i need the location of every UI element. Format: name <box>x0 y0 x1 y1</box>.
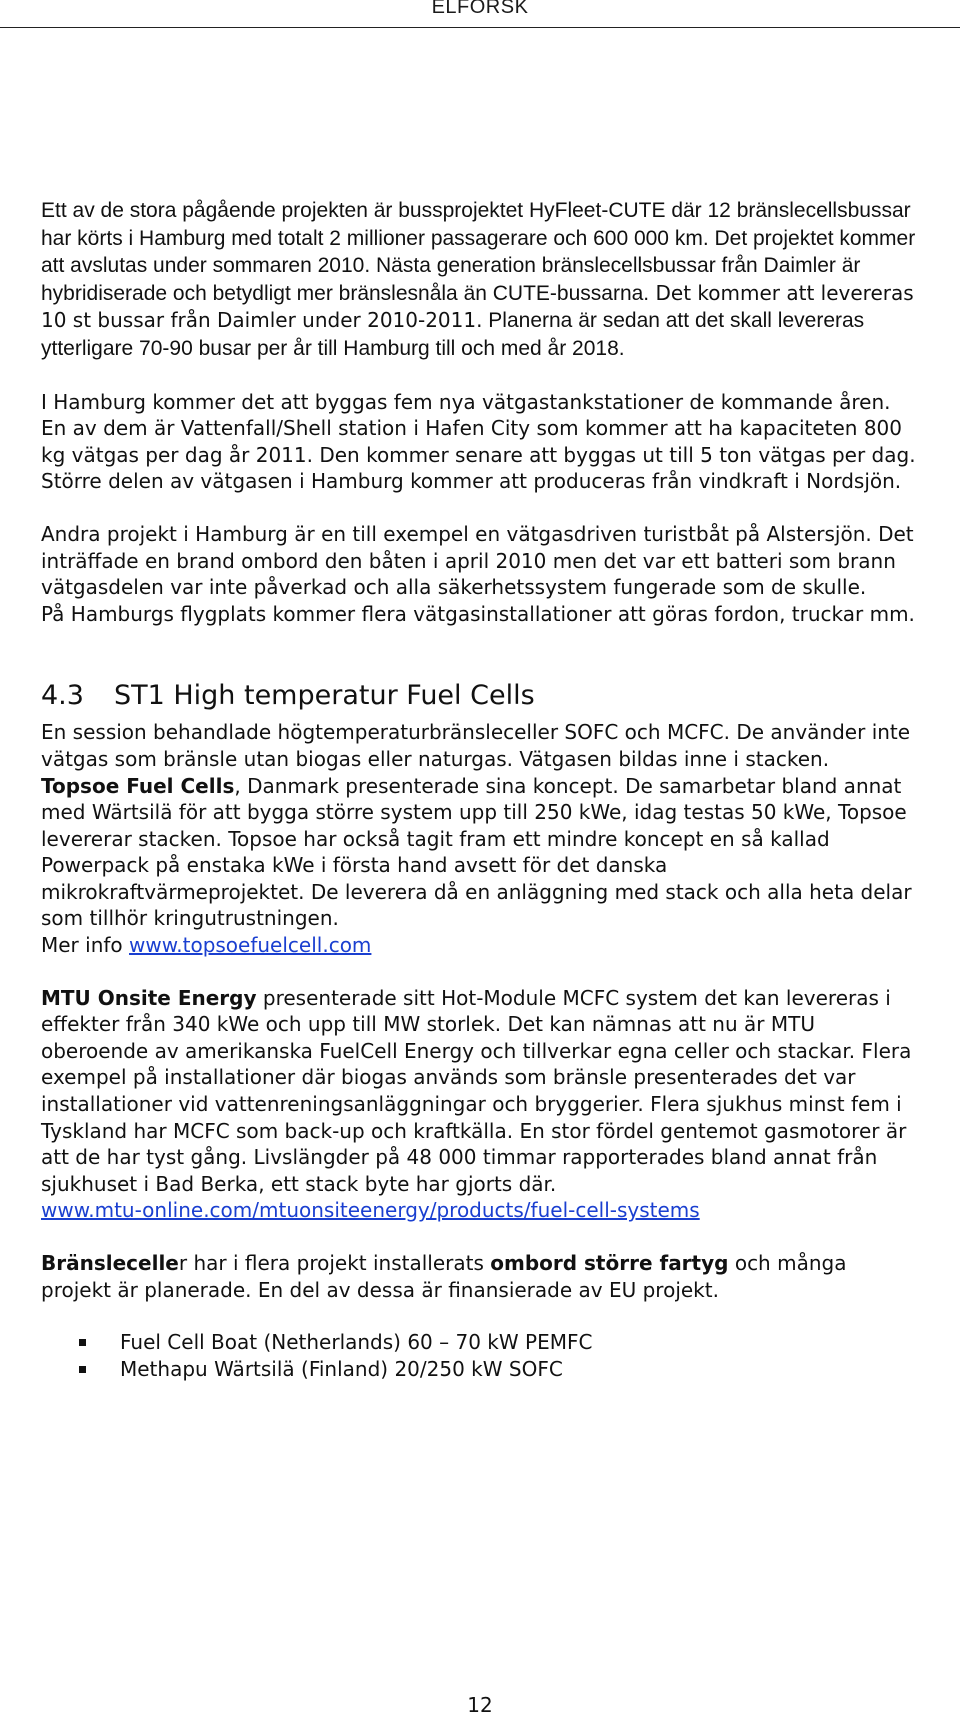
paragraph-mtu-link <box>41 1197 921 1224</box>
list-item <box>41 1356 921 1383</box>
paragraph-hyfleet-part3: Planerna är sedan att det skall levereras ytterligare 70-90 busar per år till Hamburg till och med år 2018. <box>41 309 865 360</box>
mtu-name: MTU Onsite Energy <box>41 985 257 1010</box>
ships-text-2: och många projekt är planerade. En del av dessa är finansierade av EU projekt. <box>41 1251 847 1302</box>
section-heading <box>41 679 921 713</box>
paragraph-hamburg-stations: I Hamburg kommer det att byggas fem nya vätgastankstationer de kommande åren. En av dem är Vattenfall/Shell station i Hafen City som kommer att ha kapaciteten 800 kg vätgas per dag år 2011. Den kommer senare att byggas ut till 5 ton vätgas per dag. Större delen av vätgasen i Hamburg kommer att produceras från vindkraft i Nordsjön. <box>41 389 916 494</box>
paragraph-hyfleet <box>41 197 921 363</box>
paragraph-topsoe-more-info <box>41 932 921 959</box>
page-number: 12 <box>467 1693 493 1717</box>
more-info-label: Mer info <box>41 933 130 958</box>
bullet-square-icon <box>79 1339 86 1346</box>
list-item-text: Methapu Wärtsilä (Finland) 20/250 kW SOFC <box>120 1356 563 1381</box>
paragraph-mtu <box>41 985 921 1198</box>
paragraph-ships <box>41 1250 921 1303</box>
paragraph-hyfleet-part1: Ett av de stora pågående projekten är bussprojektet HyFleet-CUTE där 12 bränslecellsbussar har körts i Hamburg med totalt 2 millioner passagerare och 600 000 km. Det projektet kommer att avslutas under sommaren 2010. Nästa generation bränslecellsbussar från Daimler är hybridiserade och betydligt mer bränslesnåla än CUTE-bussarna. <box>41 199 916 305</box>
section-title: ST1 High temperatur Fuel Cells <box>113 680 535 712</box>
paragraph-topsoe <box>41 773 921 933</box>
topsoe-description: , Danmark presenterade sina koncept. De samarbetar bland annat med Wärtsilä för att bygga större system upp till 250 kWe, idag testas 50 kWe, Topsoe levererar stacken. Topsoe har också tagit fram ett mindre koncept en så kallad Powerpack på enstaka kWe i första hand avsett för det danska mikrokraftvärmeprojektet. De leverera då en anläggning med stack och alla heta delar som tillhör kringutrustningen. <box>41 773 912 931</box>
header-title: ELFORSK <box>431 0 529 18</box>
ships-text-1: r har i flera projekt installerats <box>178 1251 491 1275</box>
mtu-link[interactable]: www.mtu-online.com/mtuonsiteenergy/products/fuel-cell-systems <box>41 1198 700 1223</box>
page-header <box>0 0 960 28</box>
section-number: 4.3 <box>41 680 84 712</box>
topsoe-name: Topsoe Fuel Cells <box>41 773 235 798</box>
header-divider <box>0 27 960 28</box>
project-list <box>41 1329 921 1382</box>
paragraph-airport: På Hamburgs flygplats kommer flera vätgasinstallationer att göras fordon, truckar mm. <box>41 601 915 626</box>
ships-bold-1: Bränslecelle <box>41 1251 179 1275</box>
mtu-description: presenterade sitt Hot-Module MCFC system det kan levereras i effekter från 340 kWe och upp till MW storlek. Det kan nämnas att nu är MTU oberoende av amerikanska FuelCell Energy och tillverkar egna celler och stackar. Flera exempel på installationer där biogas används som bränsle presenterades det var installationer vid vattenreningsanläggningar och bryggerier. Flera sjukhus minst fem i Tyskland har MCFC som back-up och kraftkälla. En stor fördel gentemot gasmotorer är att de har tyst gång. Livslängder på 48 000 timmar rapporterades bland annat från sjukhuset i Bad Berka, ett stack byte har gjorts där. <box>41 985 912 1196</box>
topsoe-link[interactable]: www.topsoefuelcell.com <box>129 933 372 958</box>
ships-bold-2: ombord större fartyg <box>490 1251 729 1275</box>
bullet-square-icon <box>79 1366 86 1373</box>
list-item-text: Fuel Cell Boat (Netherlands) 60 – 70 kW PEMFC <box>120 1330 593 1355</box>
paragraph-hyfleet-part2: Det kommer att levereras 10 st bussar från Daimler under 2010-2011. <box>41 280 914 333</box>
paragraph-alster-boat: Andra projekt i Hamburg är en till exempel en vätgasdriven turistbåt på Alstersjön. Det inträffade en brand ombord den båten i april 2010 men det var ett batteri som brann vätgasdelen var inte påverkad och alla säkerhetssystem fungerade som de skulle. <box>41 521 914 600</box>
paragraph-session-intro: En session behandlade högtemperaturbränsleceller SOFC och MCFC. De använder inte vätgas som bränsle utan biogas eller naturgas. Vätgasen bildas inne i stacken. <box>41 720 911 771</box>
list-item <box>41 1329 921 1356</box>
document-body <box>41 197 921 1382</box>
